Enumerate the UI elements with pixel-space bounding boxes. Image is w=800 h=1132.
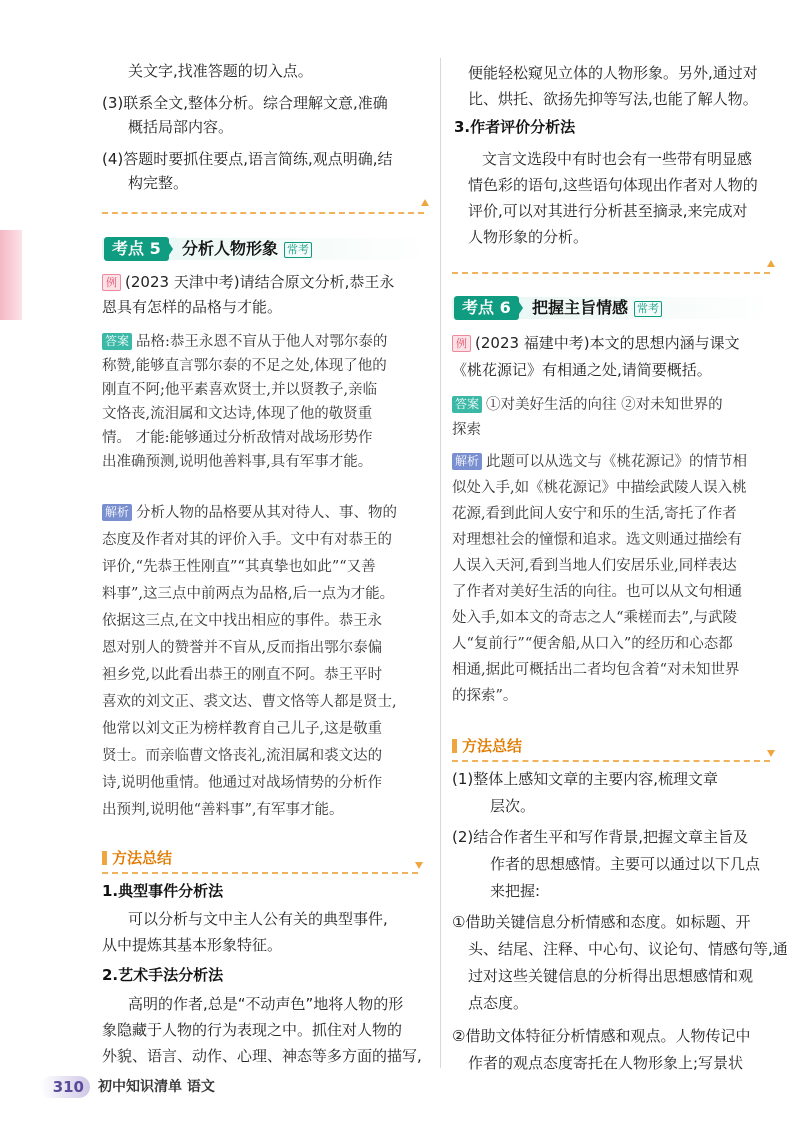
method-subtitle: 3.作者评价分析法 (454, 118, 576, 136)
text-line: 头、结尾、注释、中心句、议论句、情感句等,通 (468, 940, 788, 958)
section-dashed-rule (452, 272, 770, 274)
down-arrow-icon (767, 750, 775, 757)
text-line: 过对这些关键信息的分析得出思想感情和观 (468, 967, 754, 985)
text-line: 人物形象的分析。 (468, 228, 589, 246)
analysis-line: 袒乡党,以此看出恭王的刚直不阿。恭王平时 (102, 667, 383, 683)
answer-line: 刚直不阿;他平素喜欢贤士,并以贤教子,亲临 (102, 382, 378, 398)
analysis-line: 态度及作者对其的评价入手。文中有对恭王的 (102, 532, 392, 548)
text-line: (1)整体上感知文章的主要内容,梳理文章 (452, 770, 719, 788)
analysis-line: 相通,据此可概括出二者均包含着“对未知世界 (452, 662, 740, 678)
text-line: 关文字,找准答题的切入点。 (128, 62, 313, 80)
analysis-line: 处入手,如本文的奇志之人“乘槎而去”,与武陵 (452, 610, 738, 626)
example-line: 恩具有怎样的品格与才能。 (102, 298, 283, 316)
kp5-badge: 考点 5 (104, 237, 169, 261)
text-line: (3)联系全文,整体分析。综合理解文意,准确 (102, 94, 388, 112)
analysis-line: 人“复前行”“便舍船,从口入”的经历和心态都 (452, 636, 733, 652)
analysis-line: 的探索”。 (452, 688, 518, 704)
text-line: ①借助关键信息分析情感和态度。如标题、开 (452, 913, 751, 931)
analysis-tag: 解析 (452, 453, 482, 470)
kp5-frequency-badge: 常考 (284, 242, 312, 258)
answer-tag: 答案 (102, 333, 132, 350)
analysis-line: 出预判,说明他“善料事”,有军事才能。 (102, 802, 344, 818)
text-line: 作者的观点态度寄托在人物形象上;写景状 (468, 1054, 744, 1072)
text-line: (4)答题时要抓住要点,语言简练,观点明确,结 (102, 150, 393, 168)
analysis-line: 评价,“先恭王性刚直”“其真挚也如此”“又善 (102, 559, 376, 575)
text-line: 概括局部内容。 (128, 118, 234, 136)
method-subtitle: 1.典型事件分析法 (102, 882, 224, 900)
analysis-line: 了作者对美好生活的向往。也可以从文句相通 (452, 584, 742, 600)
page-edge-tab (0, 230, 22, 320)
kp6-frequency-badge: 常考 (634, 301, 662, 317)
method-subtitle: 2.艺术手法分析法 (102, 966, 224, 984)
example-tag: 例 (452, 335, 471, 352)
analysis-line: 似处入手,如《桃花源记》中描绘武陵人误入桃 (452, 480, 747, 496)
text-line: 来把握: (490, 882, 541, 900)
method-dashed-rule (452, 760, 770, 762)
text-line: 层次。 (490, 797, 536, 815)
answer-line: 探索 (452, 422, 481, 438)
analysis-line: 贤士。而亲临曹文恪丧礼,流泪属和裘文达的 (102, 748, 383, 764)
analysis-line: 他常以刘文正为榜样教育自己儿子,这是敬重 (102, 721, 383, 737)
answer-line: 文恪丧,流泪属和文达诗,体现了他的敬贤重 (102, 406, 373, 422)
text-line: 便能轻松窥见立体的人物形象。另外,通过对 (468, 64, 758, 82)
example-tag: 例 (102, 274, 121, 291)
analysis-tag: 解析 (102, 504, 132, 521)
answer-tag: 答案 (452, 396, 482, 413)
analysis-line: 诗,说明他重情。他通过对战场情势的分析作 (102, 775, 383, 791)
method-marker-icon (452, 739, 457, 753)
analysis-line: 人误入天河,看到当地人们安居乐业,同样表达 (452, 558, 737, 574)
analysis-line: 花源,看到此间人安宁和乐的生活,寄托了作者 (452, 506, 737, 522)
text-line: 比、烘托、欲扬先抑等写法,也能了解人物。 (468, 90, 758, 108)
text-line: 文言文选段中有时也会有一些带有明显感 (482, 150, 753, 168)
analysis-line: 料事”,这三点中前两点为品格,后一点为才能。 (102, 586, 395, 602)
text-line: 作者的思想感情。主要可以通过以下几点 (490, 855, 761, 873)
column-divider (440, 58, 441, 1068)
text-line: ②借助文体特征分析情感和观点。人物传记中 (452, 1027, 751, 1045)
method-dashed-rule (102, 872, 418, 874)
answer-line: 答案 ①对美好生活的向往 ②对未知世界的 (452, 394, 723, 416)
text-line: 从中提炼其基本形象特征。 (102, 936, 283, 954)
kp5-title: 分析人物形象 (182, 239, 279, 258)
up-arrow-icon (421, 199, 429, 206)
page-number: 310 (40, 1076, 90, 1098)
text-line: 象隐藏于人物的行为表现之中。抓住对人物的 (102, 1021, 403, 1039)
example-line: 例 (2023 福建中考)本文的思想内涵与课文 (452, 332, 740, 354)
text-line: 点态度。 (468, 994, 529, 1012)
text-line: (2)结合作者生平和写作背景,把握文章主旨及 (452, 828, 749, 846)
analysis-line: 依据这三点,在文中找出相应的事件。恭王永 (102, 613, 383, 629)
text-line: 可以分析与文中主人公有关的典型事件, (128, 910, 388, 928)
analysis-line: 解析 分析人物的品格要从其对待人、事、物的 (102, 502, 397, 524)
analysis-line: 解析 此题可以从选文与《桃花源记》的情节相 (452, 451, 747, 473)
text-line: 外貌、语言、动作、心理、神态等多方面的描写, (102, 1047, 422, 1065)
example-line: 例 (2023 天津中考)请结合原文分析,恭王永 (102, 271, 394, 293)
analysis-line: 对理想社会的憧憬和追求。选文则通过描绘有 (452, 532, 742, 548)
kp6-arrow-icon (515, 296, 523, 320)
method-marker-icon (102, 851, 107, 865)
section-dashed-rule (102, 212, 424, 214)
kp6-badge: 考点 6 (454, 296, 519, 320)
example-line: 《桃花源记》有相通之处,请简要概括。 (452, 361, 712, 379)
text-line: 评价,可以对其进行分析甚至摘录,来完成对 (468, 202, 748, 220)
book-title: 初中知识清单 语文 (98, 1079, 215, 1095)
method-summary-heading: 方法总结 (452, 736, 522, 756)
kp5-arrow-icon (165, 237, 173, 261)
up-arrow-icon (767, 260, 775, 267)
answer-line: 情。 才能:能够通过分析敌情对战场形势作 (102, 430, 373, 446)
answer-line: 答案 品格:恭王永恩不盲从于他人对鄂尔泰的 (102, 331, 387, 353)
down-arrow-icon (415, 862, 423, 869)
kp6-title: 把握主旨情感 (532, 298, 629, 317)
answer-line: 称赞,能够直言鄂尔泰的不足之处,体现了他的 (102, 358, 387, 374)
text-line: 构完整。 (128, 174, 189, 192)
analysis-line: 恩对别人的赞誉并不盲从,反而指出鄂尔泰偏 (102, 640, 383, 656)
answer-line: 出准确预测,说明他善料事,具有军事才能。 (102, 454, 373, 470)
text-line: 情色彩的语句,这些语句体现出作者对人物的 (468, 176, 758, 194)
text-line: 高明的作者,总是“不动声色”地将人物的形 (128, 995, 404, 1013)
method-summary-heading: 方法总结 (102, 848, 172, 868)
analysis-line: 喜欢的刘文正、裘文达、曹文恪等人都是贤士, (102, 694, 397, 710)
